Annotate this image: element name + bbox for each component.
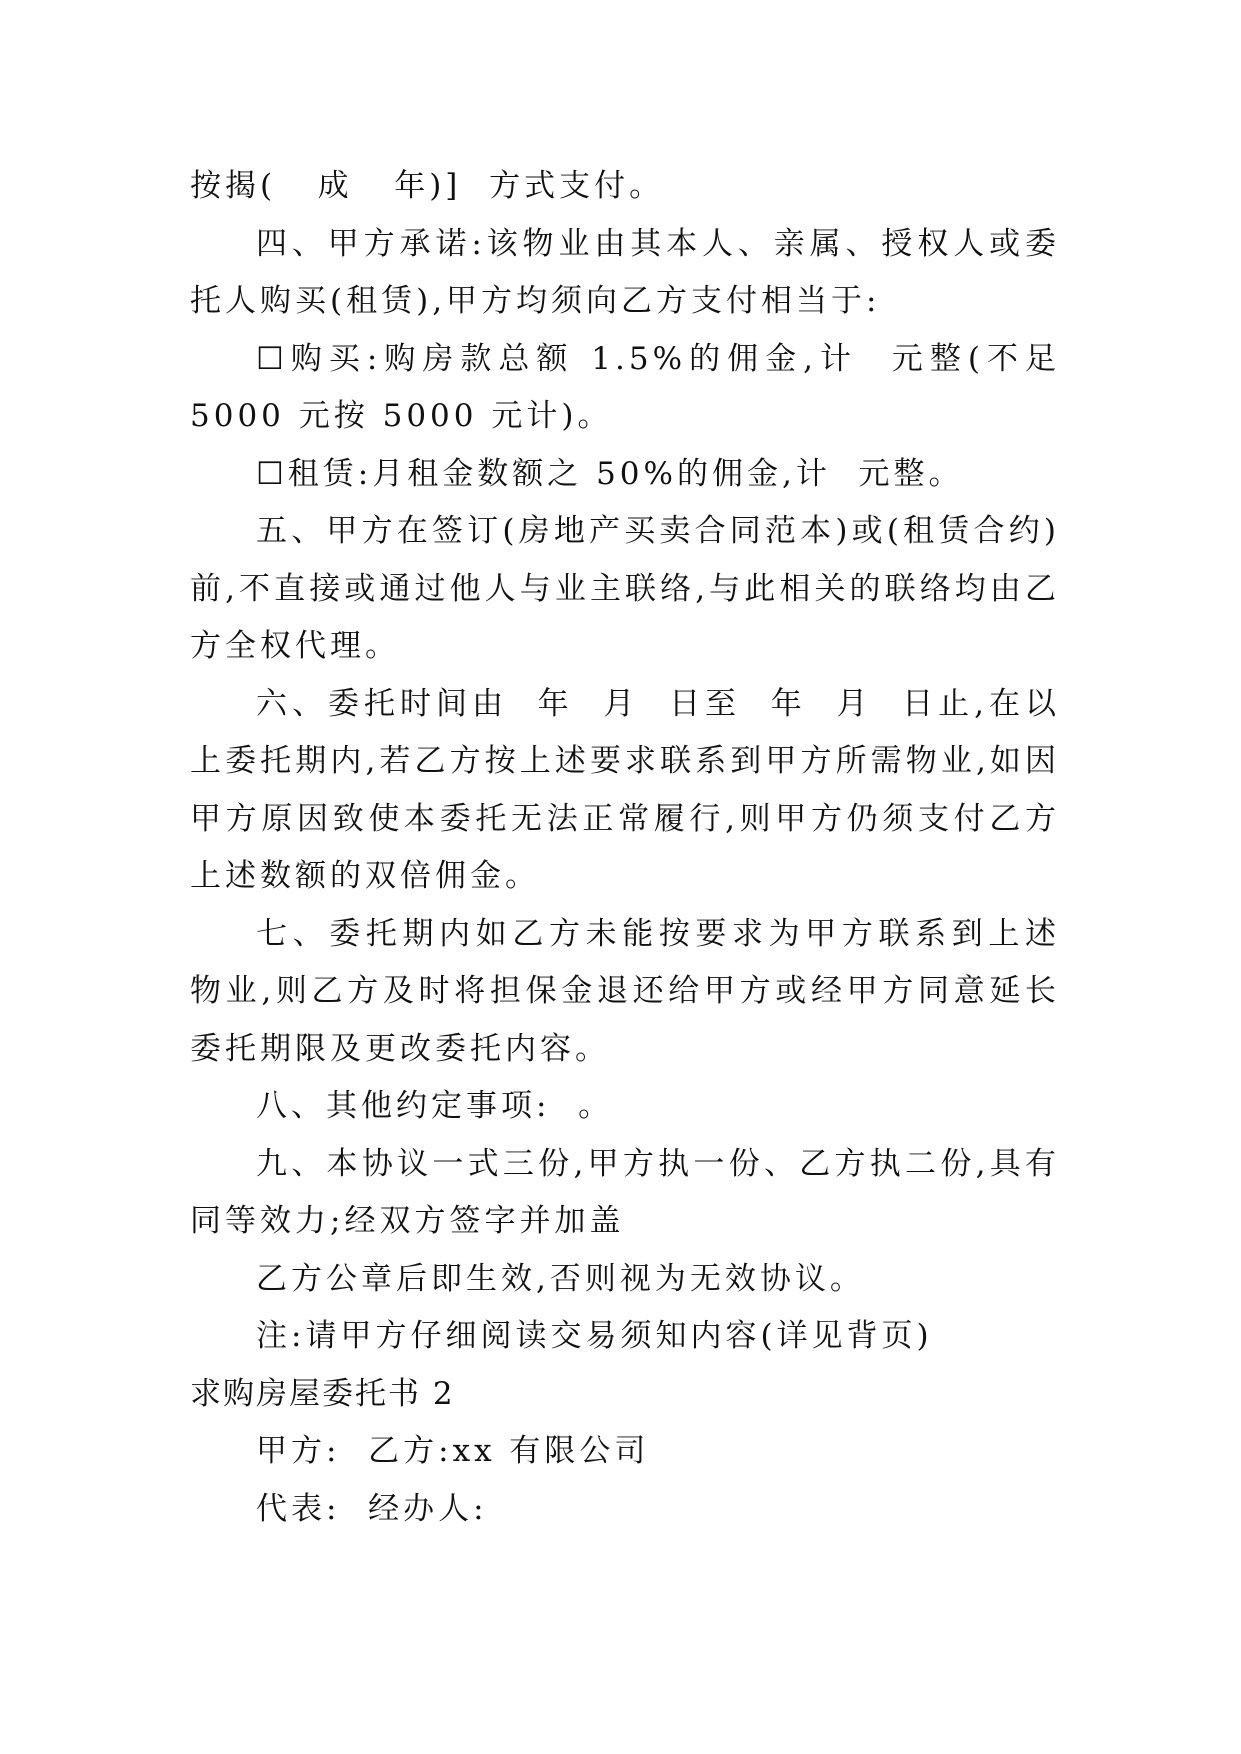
paragraph-purchase-option: ☐购买:购房款总额 1.5%的佣金,计 元整(不足 5000 元按 5000 元计)。 <box>190 340 1074 434</box>
paragraph-payment-method: 按揭( 成 年)] 方式支付。 <box>190 168 665 204</box>
representative-line: 代表: 经办人: <box>256 1490 488 1527</box>
paragraph-rental-option: ☐租赁:月租金数额之 50%的佣金,计 元整。 <box>256 455 964 492</box>
paragraph-clause-6: 六、委托时间由 年 月 日至 年 月 日止,在以上委托期内,若乙方按上述要求联系到甲方所需物业,如因甲方原因致使本委托无法正常履行,则甲方仍须支付乙方上述数额的双倍佣金。 <box>190 685 1060 894</box>
paragraph-note: 注:请甲方仔细阅读交易须知内容(详见背页) <box>256 1318 933 1354</box>
paragraph-clause-9-continued: 乙方公章后即生效,否则视为无效协议。 <box>256 1260 865 1297</box>
paragraph-clause-8: 八、其他约定事项: 。 <box>256 1088 614 1124</box>
paragraph-clause-7: 七、委托期内如乙方未能按要求为甲方联系到上述物业,则乙方及时将担保金退还给甲方或经甲方同意延长委托期限及更改委托内容。 <box>190 915 1060 1067</box>
paragraph-clause-9: 九、本协议一式三份,甲方执一份、乙方执二份,具有同等效力;经双方签字并加盖 <box>190 1145 1060 1239</box>
paragraph-clause-5: 五、甲方在签订(房地产买卖合同范本)或(租赁合约)前,不直接或通过他人与业主联络,与此相关的联络均由乙方全权代理。 <box>190 513 1060 664</box>
party-line: 甲方: 乙方:xx 有限公司 <box>256 1433 650 1469</box>
section-title: 求购房屋委托书 2 <box>190 1375 455 1412</box>
document-body <box>190 158 1074 1538</box>
paragraph-clause-4: 四、甲方承诺:该物业由其本人、亲属、授权人或委托人购买(租赁),甲方均须向乙方支付相当于: <box>190 225 1060 319</box>
